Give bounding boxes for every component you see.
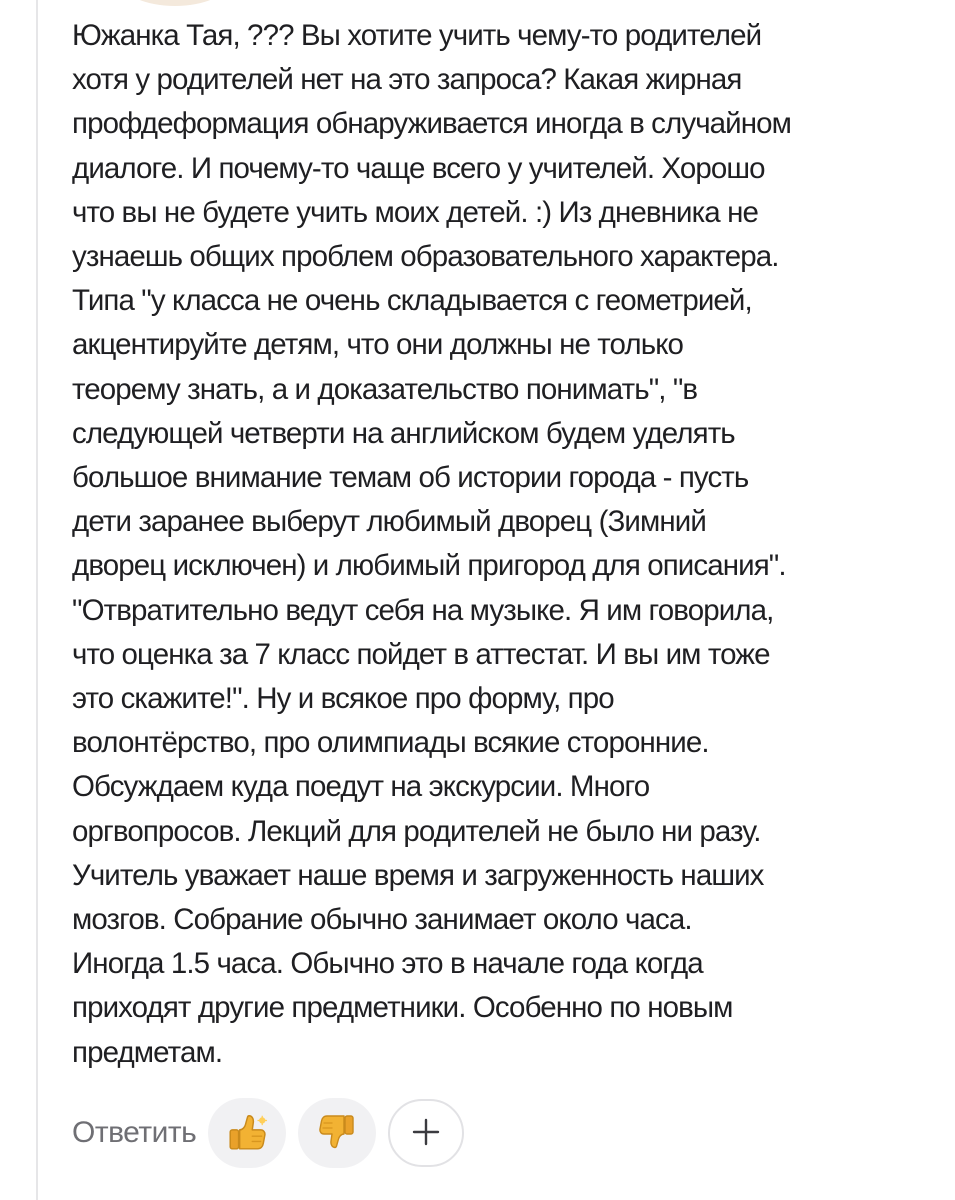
comment [72, 14, 932, 1075]
add-reaction-button[interactable] [388, 1099, 464, 1167]
thumbs-down-icon [317, 1112, 357, 1155]
like-button[interactable] [208, 1098, 286, 1168]
plus-icon [411, 1117, 441, 1150]
thumbs-up-icon [226, 1111, 268, 1156]
comment-text: Южанка Тая, ??? Вы хотите учить чему-то родителей хотя у родителей нет на это запроса? Какая жирная профдеформация обнаруживается иногда в случайном диалоге. И почему-то чаще всего у учителей. Хорошо что вы не будете учить моих детей. :) Из дневника не узнаешь общих проблем образовательного характера. Типа "у класса не очень складывается с геометрией, акцентируйте детям, что они должны не только теорему знать, а и доказательство понимать", "в следующей четверти на английском будем уделять большое внимание темам об истории города - пусть дети заранее выберут любимый дворец (Зимний дворец исключен) и любимый пригород для описания". "Отвратительно ведут себя на музыке. Я им говорила, что оценка за 7 класс пойдет в аттестат. И вы им тоже это скажите!". Ну и всякое про форму, про волонтёрство, про олимпиады всякие сторонние. Обсуждаем куда поедут на экскурсии. Много оргвопросов. Лекций для родителей не было ни разу. Учитель уважает наше время и загруженность наших мозгов. Собрание обычно занимает около часа. Иногда 1.5 часа. Обычно это в начале года когда приходят другие предметники. Особенно по новым предметам. [72, 19, 792, 1069]
thread-line [36, 0, 38, 1200]
comment-actions [72, 1097, 464, 1169]
reply-button[interactable]: Ответить [72, 1116, 197, 1149]
avatar [120, 0, 230, 6]
dislike-button[interactable] [298, 1098, 376, 1168]
